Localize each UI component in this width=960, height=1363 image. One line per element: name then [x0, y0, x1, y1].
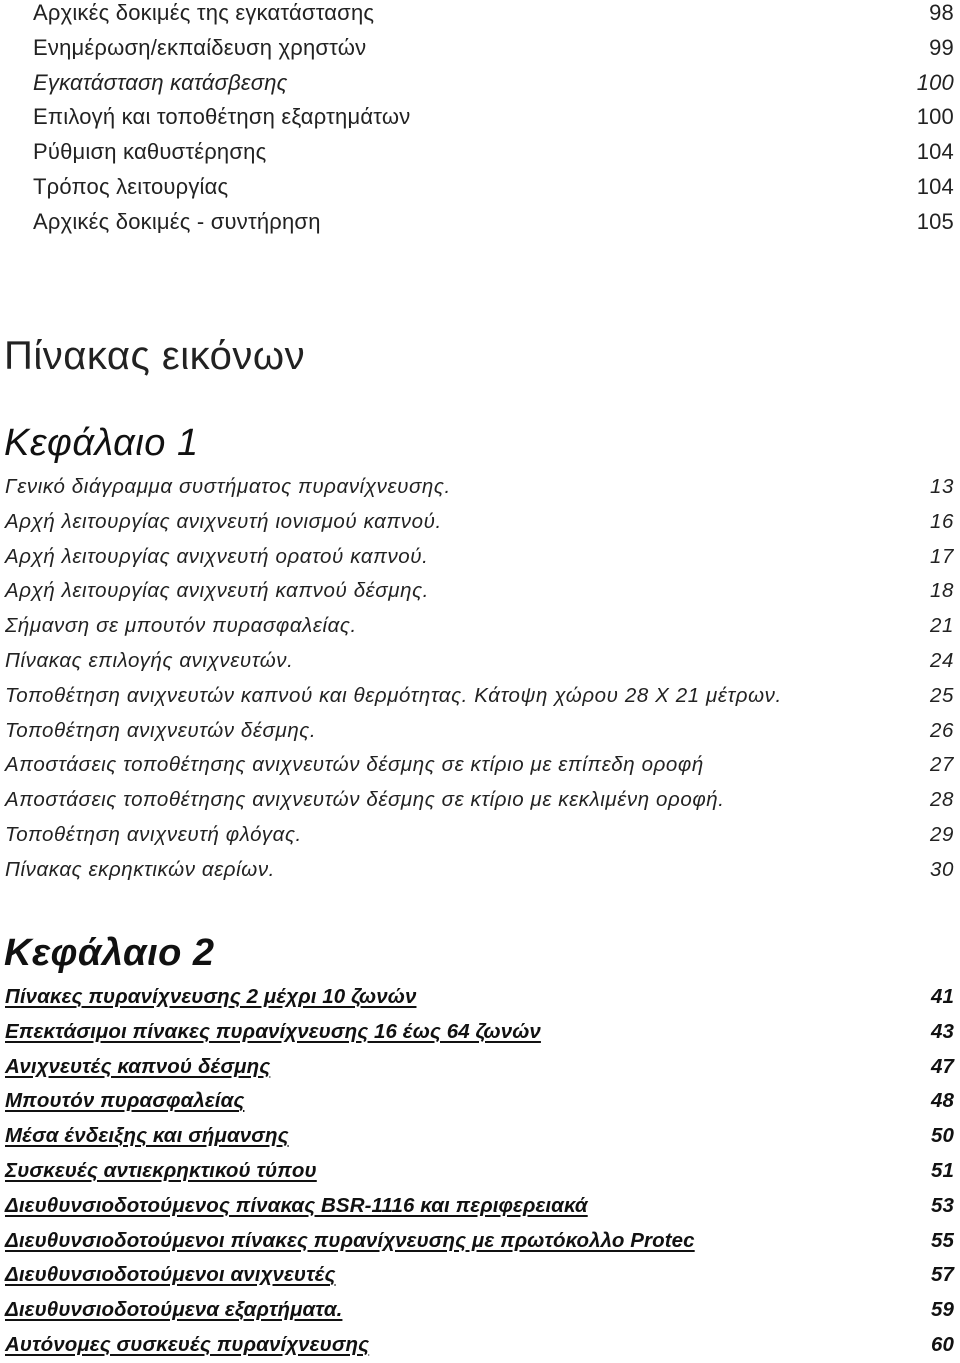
toc-entry-label: Εγκατάσταση κατάσβεσης [33, 69, 288, 95]
figure-entry-label: Τοποθέτηση ανιχνευτή φλόγας. [5, 822, 302, 846]
figure-entry-page: 24 [929, 648, 954, 672]
figure-entry [0, 574, 960, 609]
figure-entry-label: Αρχή λειτουργίας ανιχνευτή ιονισμού καπνού. [5, 509, 442, 533]
figure-entry-page: 26 [929, 718, 954, 742]
toc-entry-page: 104 [916, 139, 954, 165]
toc-entry-page: 99 [929, 34, 954, 60]
figure-entry[interactable] [0, 1154, 960, 1189]
toc-entry-label: Αρχικές δοκιμές της εγκατάστασης [33, 0, 375, 25]
chapter-1-figure-list [0, 470, 960, 888]
figure-entry [0, 609, 960, 644]
figure-entry [0, 748, 960, 783]
figure-entry-link[interactable]: Διευθυνσιοδοτούμενα εξαρτήματα. [5, 1298, 343, 1322]
figure-entry[interactable] [0, 980, 960, 1015]
figure-entry-page: 53 [930, 1193, 954, 1217]
figure-entry-page: 51 [930, 1158, 954, 1182]
figure-entry [0, 540, 960, 575]
toc-entry-label: Επιλογή και τοποθέτηση εξαρτημάτων [33, 104, 411, 130]
chapter-1-heading: Κεφάλαιο 1 [4, 422, 199, 464]
figure-entry-page: 27 [929, 753, 954, 777]
figure-entry[interactable] [0, 1258, 960, 1293]
figure-entry-label: Τοποθέτηση ανιχνευτών δέσμης. [5, 718, 317, 742]
toc-entry-page: 104 [916, 173, 954, 199]
figure-entry-label: Γενικό διάγραμμα συστήματος πυρανίχνευσης. [5, 475, 451, 498]
toc-entry-page: 105 [916, 208, 954, 234]
figure-entry-page: 55 [930, 1228, 954, 1252]
chapter-2-heading: Κεφάλαιο 2 [4, 932, 215, 974]
figure-entry [0, 470, 960, 505]
figure-entry-page: 48 [930, 1089, 954, 1113]
figure-entry [0, 679, 960, 714]
figure-entry-page: 29 [929, 822, 954, 846]
figure-entry[interactable] [0, 1015, 960, 1050]
toc-continuation-list [0, 0, 960, 240]
figure-entry [0, 644, 960, 679]
figure-entry[interactable] [0, 1050, 960, 1085]
figure-entry-label: Αποστάσεις τοποθέτησης ανιχνευτών δέσμης σε κτίριο με επίπεδη οροφή [5, 753, 704, 777]
figure-entry-page: 59 [930, 1298, 954, 1322]
figure-entry-page: 47 [930, 1054, 954, 1078]
figure-entry-link[interactable]: Αυτόνομες συσκευές πυρανίχνευσης [5, 1332, 370, 1356]
figure-entry [0, 783, 960, 818]
figure-entry-page: 50 [930, 1124, 954, 1148]
figure-entry-page: 60 [930, 1332, 954, 1356]
figure-entry-page: 30 [929, 857, 954, 881]
toc-entry-label: Αρχικές δοκιμές - συντήρηση [33, 208, 321, 234]
figure-entry-page: 25 [929, 683, 954, 707]
figure-entry-label: Αρχή λειτουργίας ανιχνευτή ορατού καπνού. [5, 544, 429, 568]
figure-entry-label: Τοποθέτηση ανιχνευτών καπνού και θερμότητας. Κάτοψη χώρου 28 Χ 21 μέτρων. [5, 683, 782, 707]
figure-entry-page: 57 [930, 1263, 954, 1287]
toc-entry-label: Ρύθμιση καθυστέρησης [33, 139, 267, 165]
figure-entry-page: 28 [929, 788, 954, 812]
figure-entry[interactable] [0, 1084, 960, 1119]
figure-entry [0, 714, 960, 749]
toc-entry-page: 100 [916, 69, 954, 95]
toc-entry [0, 31, 960, 66]
figure-entry-link[interactable]: Διευθυνσιοδοτούμενοι ανιχνευτές [5, 1263, 336, 1287]
toc-entry [0, 0, 960, 31]
toc-entry [0, 205, 960, 240]
figure-entry-link[interactable]: Συσκευές αντιεκρηκτικού τύπου [5, 1158, 317, 1182]
figure-entry-link[interactable]: Διευθυνσιοδοτούμενος πίνακας BSR-1116 και περιφερειακά [5, 1193, 588, 1217]
figure-entry-page: 18 [929, 579, 954, 603]
figure-entry-link[interactable]: Μπουτόν πυρασφαλείας [5, 1089, 245, 1113]
figure-entry-link[interactable]: Μέσα ένδειξης και σήμανσης [5, 1124, 289, 1148]
figure-entry-label: Πίνακας εκρηκτικών αερίων. [5, 857, 275, 881]
toc-entry [0, 66, 960, 101]
figure-entry-label: Σήμανση σε μπουτόν πυρασφαλείας. [5, 614, 357, 638]
figure-entry [0, 818, 960, 853]
figure-entry-link[interactable]: Ανιχνευτές καπνού δέσμης [5, 1054, 271, 1078]
figure-entry-page: 41 [930, 985, 954, 1008]
toc-entry-page: 98 [929, 0, 954, 25]
toc-entry-label: Τρόπος λειτουργίας [33, 173, 229, 199]
figure-entry [0, 853, 960, 888]
figure-entry-label: Αρχή λειτουργίας ανιχνευτή καπνού δέσμης. [5, 579, 429, 603]
figure-entry-page: 16 [929, 509, 954, 533]
figure-entry[interactable] [0, 1328, 960, 1363]
figure-entry[interactable] [0, 1224, 960, 1259]
figure-entry-link[interactable]: Πίνακες πυρανίχνευσης 2 μέχρι 10 ζωνών [5, 985, 417, 1008]
figure-entry[interactable] [0, 1189, 960, 1224]
figure-entry-label: Αποστάσεις τοποθέτησης ανιχνευτών δέσμης σε κτίριο με κεκλιμένη οροφή. [5, 788, 725, 812]
figure-entry [0, 505, 960, 540]
figure-entry-label: Πίνακας επιλογής ανιχνευτών. [5, 648, 294, 672]
figure-entry-link[interactable]: Διευθυνσιοδοτούμενοι πίνακες πυρανίχνευσης με πρωτόκολλο Protec [5, 1228, 695, 1252]
figure-entry-page: 43 [930, 1019, 954, 1043]
section-title: Πίνακας εικόνων [4, 334, 306, 378]
toc-entry-label: Ενημέρωση/εκπαίδευση χρηστών [33, 34, 367, 60]
figure-entry-page: 17 [929, 544, 954, 568]
toc-entry [0, 170, 960, 205]
chapter-2-figure-list [0, 980, 960, 1363]
figure-entry[interactable] [0, 1119, 960, 1154]
toc-entry-page: 100 [916, 104, 954, 130]
figure-entry-link[interactable]: Επεκτάσιμοι πίνακες πυρανίχνευσης 16 έως 64 ζωνών [5, 1019, 541, 1043]
figure-entry-page: 21 [929, 614, 954, 638]
toc-entry [0, 135, 960, 170]
figure-entry-page: 13 [929, 475, 954, 498]
toc-entry [0, 100, 960, 135]
figure-entry[interactable] [0, 1293, 960, 1328]
